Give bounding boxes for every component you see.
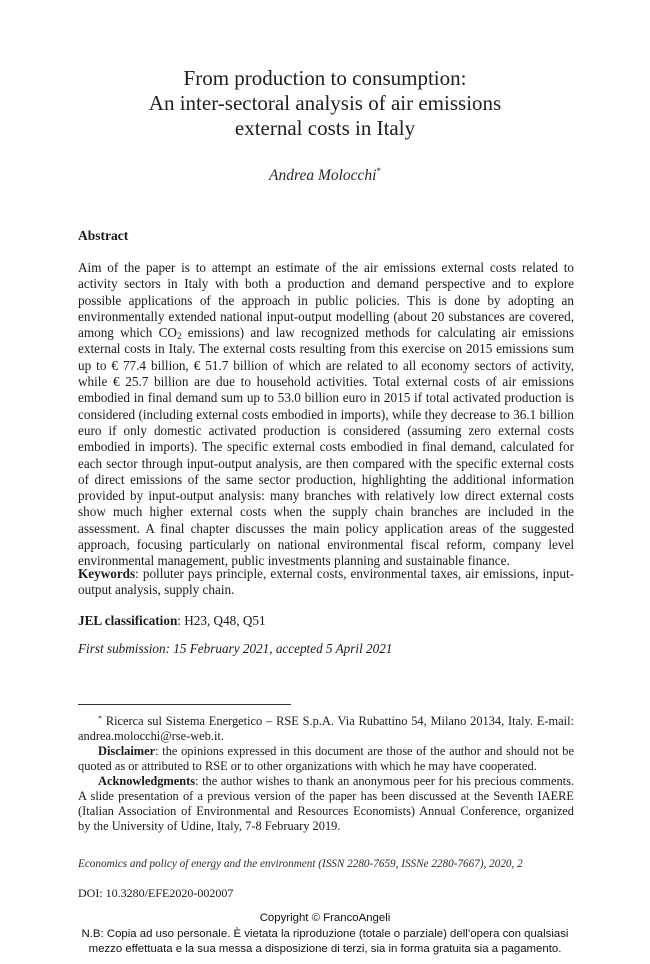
footnote-mark: *: [98, 714, 102, 723]
journal-citation: Economics and policy of energy and the environment (ISSN 2280-7659, ISSNe 2280-7667), 2020, 2: [78, 858, 523, 870]
disclaimer-text: : the opinions expressed in this document are those of the author and should not be quoted as or attributed to RSE or to other organizations with which he may have cooperated.: [78, 744, 574, 773]
submission-dates: First submission: 15 February 2021, accepted 5 April 2021: [78, 641, 393, 656]
abstract-heading: Abstract: [78, 228, 129, 243]
copyright-line: Copyright © FrancoAngeli: [259, 912, 391, 924]
jel-classification: [78, 613, 266, 629]
abstract-body: [78, 260, 574, 570]
footnote-disclaimer: [78, 744, 574, 774]
abstract-subscript: 2: [176, 331, 182, 342]
abstract-text-part1: Aim of the paper is to attempt an estimate of the air emissions external costs related to activity sectors in Italy with both a production and demand perspective and to explore possible applications of the approach in public policies. This is done by adopting an environmentally extended national input-output modelling (about 20 substances are covered, among which CO: [78, 260, 574, 341]
jel-codes: : H23, Q48, Q51: [177, 613, 266, 628]
copyright-line: N.B: Copia ad uso personale. È vietata la riproduzione (totale o parziale) dell’opera con qualsiasi: [81, 927, 569, 940]
disclaimer-label: Disclaimer: [98, 744, 156, 758]
doi-line[interactable]: DOI: 10.3280/EFE2020-002007: [78, 886, 234, 900]
footnote-acknowledgments: [78, 774, 574, 834]
author-name: Andrea Molocchi: [269, 167, 377, 184]
keywords-label: Keywords: [78, 566, 136, 581]
copyright-notice: [0, 911, 650, 958]
footnotes: [78, 711, 574, 834]
copyright-line: mezzo effettuata e la sua messa a disposizione di terzi, sia in forma gratuita sia a pagamento.: [88, 943, 562, 955]
keywords-paragraph: [78, 566, 574, 599]
acknowledgments-label: Acknowledgments: [98, 774, 196, 788]
paper-title: [0, 66, 650, 141]
author-line: [0, 166, 650, 185]
jel-label: JEL classification: [78, 613, 178, 628]
affiliation-text: Ricerca sul Sistema Energetico – RSE S.p.A. Via Rubattino 54, Milano 20134, Italy. E-mail: andrea.molocchi@rse-web.it.: [78, 714, 574, 743]
title-line: From production to consumption:: [183, 66, 467, 90]
footnote-affiliation: [78, 711, 574, 744]
title-line: external costs in Italy: [234, 116, 416, 140]
abstract-text-part2: emissions) and law recognized methods for calculating air emissions external costs in Italy. The external costs resulting from this exercise on 2015 emissions sum up to € 77.4 billion, € 51.7 billion of which are related to all economy sectors of activity, while € 25.7 billion are due to household activities. Total external costs of air emissions embodied in final demand sum up to 53.0 billion euro in 2015 if total activated production is considered (including external costs embodied in imports), while they decrease to 36.1 billion euro if only domestic activated production is considered (assuming zero external costs embodied in imports). The specific external costs embodied in final demand, calculated for each sector through input-output analysis, are then compared with the specific external costs of direct emissions of the same sector production, highlighting the additional information provided by input-output analysis: many branches with relatively low direct external costs show much higher external costs when the supply chain branches are included in the assessment. A final chapter discusses the main policy application areas of the suggested approach, focusing particularly on national environmental fiscal reform, company level environmental management, public investments planning and sustainable finance.: [78, 325, 574, 569]
footnote-divider: [78, 704, 291, 705]
author-footnote-mark[interactable]: *: [376, 166, 381, 176]
keywords-text: : polluter pays principle, external costs, environmental taxes, air emissions, input-output analysis, supply chain.: [78, 566, 574, 598]
acknowledgments-text: : the author wishes to thank an anonymous peer for his precious comments. A slide presentation of a previous version of the paper has been discussed at the Seventh IAERE (Italian Association of Environmental and Resources Economists) Annual Conference, organized by the University of Udine, Italy, 7-8 February 2019.: [78, 774, 574, 833]
title-line: An inter-sectoral analysis of air emissions: [148, 91, 502, 115]
